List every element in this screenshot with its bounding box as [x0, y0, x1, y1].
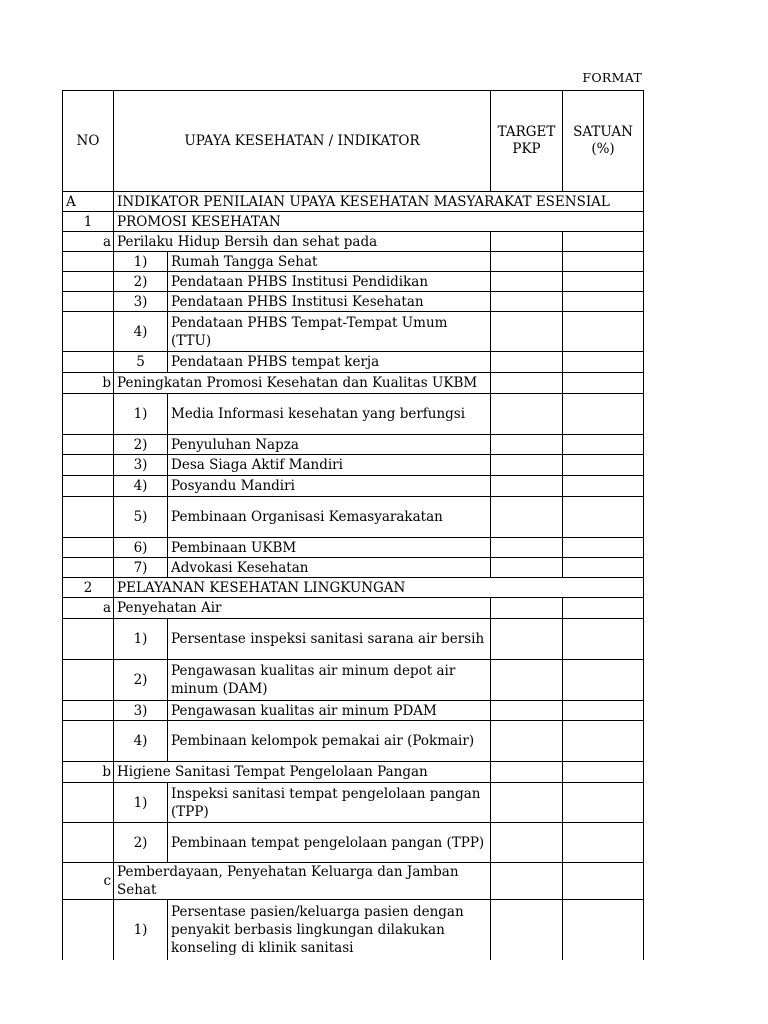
target-cell [491, 232, 563, 252]
item-number-cell: 1) [114, 394, 168, 435]
col-header-unit: SATUAN (%) [563, 91, 644, 192]
item-number-cell: 5 [114, 352, 168, 373]
table-row [63, 497, 644, 538]
sub-title-cell: Perilaku Hidup Bersih dan sehat pada [114, 232, 491, 252]
table-row [63, 476, 644, 497]
table-row [63, 352, 644, 373]
group-title-cell: PELAYANAN KESEHATAN LINGKUNGAN [114, 578, 644, 598]
table-row [63, 538, 644, 558]
item-number-cell: 2) [114, 435, 168, 455]
target-cell [491, 762, 563, 783]
indicator-cell: Pendataan PHBS tempat kerja [168, 352, 491, 373]
target-cell [491, 598, 563, 619]
item-number-cell: 6) [114, 538, 168, 558]
target-cell [491, 721, 563, 762]
row-blank-cell [63, 783, 114, 823]
row-blank-cell [63, 701, 114, 721]
unit-cell [563, 783, 644, 823]
indicator-cell: Pembinaan tempat pengelolaan pangan (TPP) [168, 823, 491, 863]
sub-letter-cell: a [63, 232, 114, 252]
row-blank-cell [63, 538, 114, 558]
unit-cell [563, 455, 644, 476]
target-cell [491, 619, 563, 660]
table-row [63, 701, 644, 721]
unit-cell [563, 598, 644, 619]
table-row [63, 435, 644, 455]
item-number-cell: 3) [114, 292, 168, 312]
indicator-cell: Pembinaan Organisasi Kemasyarakatan [168, 497, 491, 538]
table-row [63, 619, 644, 660]
unit-cell [563, 252, 644, 272]
indicator-cell: Pengawasan kualitas air minum PDAM [168, 701, 491, 721]
col-header-target: TARGET PKP [491, 91, 563, 192]
indicator-cell: Desa Siaga Aktif Mandiri [168, 455, 491, 476]
row-blank-cell [63, 619, 114, 660]
col-header-indicator: UPAYA KESEHATAN / INDIKATOR [114, 91, 491, 192]
target-cell [491, 900, 563, 960]
row-blank-cell [63, 252, 114, 272]
unit-cell [563, 292, 644, 312]
item-number-cell: 5) [114, 497, 168, 538]
unit-cell [563, 394, 644, 435]
target-cell [491, 272, 563, 292]
unit-cell [563, 863, 644, 900]
table-row [63, 783, 644, 823]
item-number-cell: 3) [114, 701, 168, 721]
item-number-cell: 7) [114, 558, 168, 578]
indicator-cell: Pendataan PHBS Tempat-Tempat Umum (TTU) [168, 312, 491, 352]
unit-cell [563, 352, 644, 373]
row-blank-cell [63, 497, 114, 538]
target-cell [491, 863, 563, 900]
sub-title-cell: Pemberdayaan, Penyehatan Keluarga dan Jamban Sehat [114, 863, 491, 900]
unit-cell [563, 823, 644, 863]
item-number-cell: 3) [114, 455, 168, 476]
table-row [63, 721, 644, 762]
group-number-cell: 2 [63, 578, 114, 598]
group-row [63, 578, 644, 598]
sub-title-cell: Higiene Sanitasi Tempat Pengelolaan Pangan [114, 762, 491, 783]
item-number-cell: 1) [114, 252, 168, 272]
unit-cell [563, 373, 644, 394]
item-number-cell: 1) [114, 619, 168, 660]
unit-cell [563, 538, 644, 558]
item-number-cell: 2) [114, 660, 168, 701]
table-row [63, 900, 644, 960]
indicator-cell: Pembinaan UKBM [168, 538, 491, 558]
item-number-cell: 4) [114, 312, 168, 352]
target-cell [491, 538, 563, 558]
indicator-cell: Penyuluhan Napza [168, 435, 491, 455]
target-cell [491, 558, 563, 578]
unit-cell [563, 619, 644, 660]
indicator-table [62, 90, 644, 960]
target-cell [491, 823, 563, 863]
unit-cell [563, 660, 644, 701]
row-blank-cell [63, 312, 114, 352]
table-row [63, 455, 644, 476]
row-blank-cell [63, 435, 114, 455]
row-blank-cell [63, 272, 114, 292]
item-number-cell: 4) [114, 721, 168, 762]
section-title-cell: INDIKATOR PENILAIAN UPAYA KESEHATAN MASYARAKAT ESENSIAL [114, 192, 644, 212]
sub-letter-cell: a [63, 598, 114, 619]
target-cell [491, 660, 563, 701]
target-cell [491, 252, 563, 272]
group-row [63, 212, 644, 232]
indicator-cell: Rumah Tangga Sehat [168, 252, 491, 272]
indicator-cell: Pengawasan kualitas air minum depot air minum (DAM) [168, 660, 491, 701]
target-cell [491, 701, 563, 721]
sub-title-cell: Penyehatan Air [114, 598, 491, 619]
row-blank-cell [63, 823, 114, 863]
sub-row [63, 863, 644, 900]
item-number-cell: 1) [114, 783, 168, 823]
group-title-cell: PROMOSI KESEHATAN [114, 212, 644, 232]
unit-cell [563, 232, 644, 252]
target-cell [491, 394, 563, 435]
target-cell [491, 783, 563, 823]
target-cell [491, 497, 563, 538]
item-number-cell: 2) [114, 272, 168, 292]
indicator-cell: Persentase pasien/keluarga pasien dengan penyakit berbasis lingkungan dilakukan konseling di klinik sanitasi [168, 900, 491, 960]
unit-cell [563, 435, 644, 455]
indicator-cell: Pendataan PHBS Institusi Pendidikan [168, 272, 491, 292]
row-blank-cell [63, 455, 114, 476]
row-blank-cell [63, 352, 114, 373]
table-row [63, 292, 644, 312]
table-row [63, 312, 644, 352]
table-body [63, 192, 644, 960]
target-cell [491, 292, 563, 312]
indicator-cell: Posyandu Mandiri [168, 476, 491, 497]
indicator-cell: Inspeksi sanitasi tempat pengelolaan pangan (TPP) [168, 783, 491, 823]
row-blank-cell [63, 721, 114, 762]
sub-title-cell: Peningkatan Promosi Kesehatan dan Kualitas UKBM [114, 373, 491, 394]
row-blank-cell [63, 660, 114, 701]
sub-letter-cell: b [63, 373, 114, 394]
sub-row [63, 598, 644, 619]
indicator-cell: Persentase inspeksi sanitasi sarana air bersih [168, 619, 491, 660]
target-cell [491, 476, 563, 497]
table-row [63, 272, 644, 292]
row-blank-cell [63, 558, 114, 578]
sub-letter-cell: c [63, 863, 114, 900]
table-header-row [63, 91, 644, 192]
target-cell [491, 455, 563, 476]
sub-row [63, 762, 644, 783]
section-row [63, 192, 644, 212]
unit-cell [563, 312, 644, 352]
row-blank-cell [63, 394, 114, 435]
table-row [63, 558, 644, 578]
sub-row [63, 232, 644, 252]
format-label: FORMAT [582, 70, 642, 85]
indicator-cell: Pembinaan kelompok pemakai air (Pokmair) [168, 721, 491, 762]
unit-cell [563, 762, 644, 783]
sub-letter-cell: b [63, 762, 114, 783]
target-cell [491, 435, 563, 455]
section-code-cell: A [63, 192, 114, 212]
row-blank-cell [63, 900, 114, 960]
table-row [63, 394, 644, 435]
item-number-cell: 1) [114, 900, 168, 960]
unit-cell [563, 721, 644, 762]
table-row [63, 252, 644, 272]
unit-cell [563, 497, 644, 538]
indicator-cell: Media Informasi kesehatan yang berfungsi [168, 394, 491, 435]
unit-cell [563, 476, 644, 497]
sub-row [63, 373, 644, 394]
row-blank-cell [63, 292, 114, 312]
col-header-no: NO [63, 91, 114, 192]
unit-cell [563, 701, 644, 721]
indicator-cell: Advokasi Kesehatan [168, 558, 491, 578]
target-cell [491, 312, 563, 352]
table-row [63, 660, 644, 701]
unit-cell [563, 900, 644, 960]
target-cell [491, 373, 563, 394]
indicator-cell: Pendataan PHBS Institusi Kesehatan [168, 292, 491, 312]
table-row [63, 823, 644, 863]
row-blank-cell [63, 476, 114, 497]
unit-cell [563, 272, 644, 292]
unit-cell [563, 558, 644, 578]
item-number-cell: 2) [114, 823, 168, 863]
target-cell [491, 352, 563, 373]
group-number-cell: 1 [63, 212, 114, 232]
item-number-cell: 4) [114, 476, 168, 497]
